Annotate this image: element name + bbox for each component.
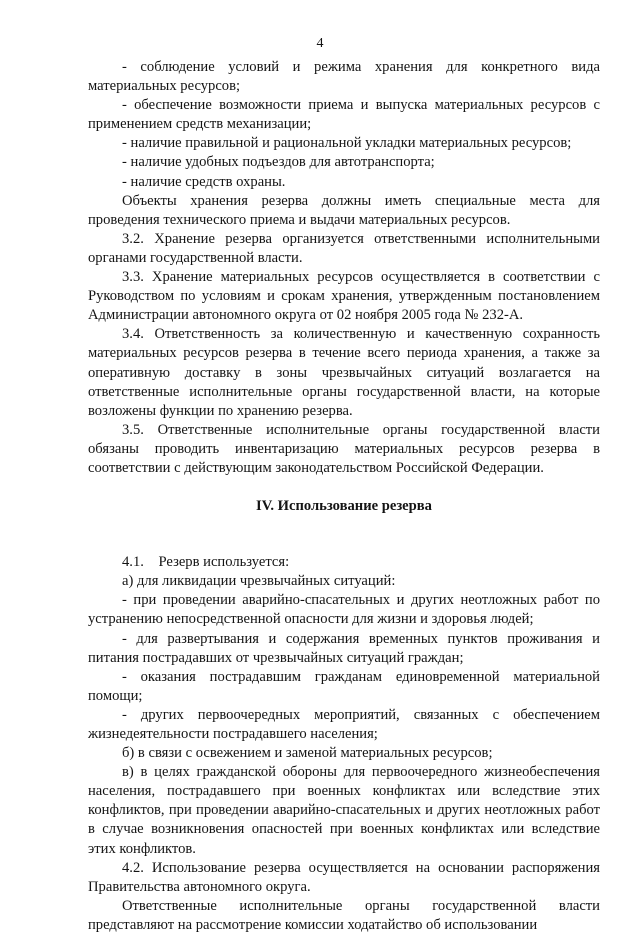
list-item-security: - наличие средств охраны. [122,173,286,190]
list-item-financial-aid: - оказания пострадавшим гражданам единовременной материальной помощи; [88,668,600,704]
paragraph-3-4: 3.4. Ответственность за количественную и качественную сохранность материальных ресурсов резерва в течение всего периода хранения, а также за оперативную доставку в зоны чрезвычайных ситуаций возлагается на ответственные исполнительные органы государственной власти, на которые возложены функции по хранению резерва. [88,326,600,419]
list-item-temporary-shelters: - для развертывания и содержания временных пунктов проживания и питания пострадавших от чрезвычайных ситуаций граждан; [88,630,600,666]
list-item-rescue-works: - при проведении аварийно-спасательных и других неотложных работ по устранению непосредственной опасности для жизни и здоровья людей; [88,592,600,628]
list-item-storage-conditions: - соблюдение условий и режима хранения для конкретного вида материальных ресурсов; [88,59,600,95]
list-item-b: б) в связи с освежением и заменой материальных ресурсов; [122,745,493,762]
paragraph-4-2: 4.2. Использование резерва осуществляется на основании распоряжения Правительства автономного округа. [88,859,600,895]
spacer [88,534,600,553]
list-item-c: в) в целях гражданской обороны для первоочередного жизнеобеспечения населения, пострадавшего при военных конфликтах или вследствие этих конфликтов, при проведении аварийно-спасательных и других неотложных работ в случае возникновения опасностей при военных конфликтах или вследствие этих конфликтов. [88,764,600,857]
paragraph-4-1: 4.1. Резерв используется: [122,554,290,571]
list-item-priority-measures: - других первоочередных мероприятий, связанных с обеспечением жизнедеятельности пострадавшего населения; [88,706,600,742]
paragraph-storage-facilities: Объекты хранения резерва должны иметь специальные места для проведения технического приема и выдачи материальных ресурсов. [88,192,600,228]
list-item-mechanization: - обеспечение возможности приема и выпуска материальных ресурсов с применением средств механизации; [88,97,600,133]
page-number: 4 [316,36,324,51]
paragraph-3-3: 3.3. Хранение материальных ресурсов осуществляется в соответствии с Руководством по условиям и срокам хранения, утвержденным постановлением Администрации автономного округа от 02 ноября 2005 года № 232-А. [88,269,600,324]
list-item-a: а) для ликвидации чрезвычайных ситуаций: [122,573,396,590]
list-item-access-roads: - наличие удобных подъездов для автотранспорта; [122,154,435,171]
paragraph-3-2: 3.2. Хранение резерва организуется ответственными исполнительными органами государственной власти. [88,230,600,266]
section-heading: IV. Использование резерва [256,498,432,515]
paragraph-petition: Ответственные исполнительные органы государственной власти представляют на рассмотрение комиссии ходатайство об использовании [88,897,600,933]
document-body [88,58,600,935]
list-item-stacking: - наличие правильной и рациональной укладки материальных ресурсов; [122,135,572,152]
paragraph-3-5: 3.5. Ответственные исполнительные органы государственной власти обязаны проводить инвентаризацию материальных ресурсов резерва в соответствии с действующим законодательством Российской Федерации. [88,421,600,476]
